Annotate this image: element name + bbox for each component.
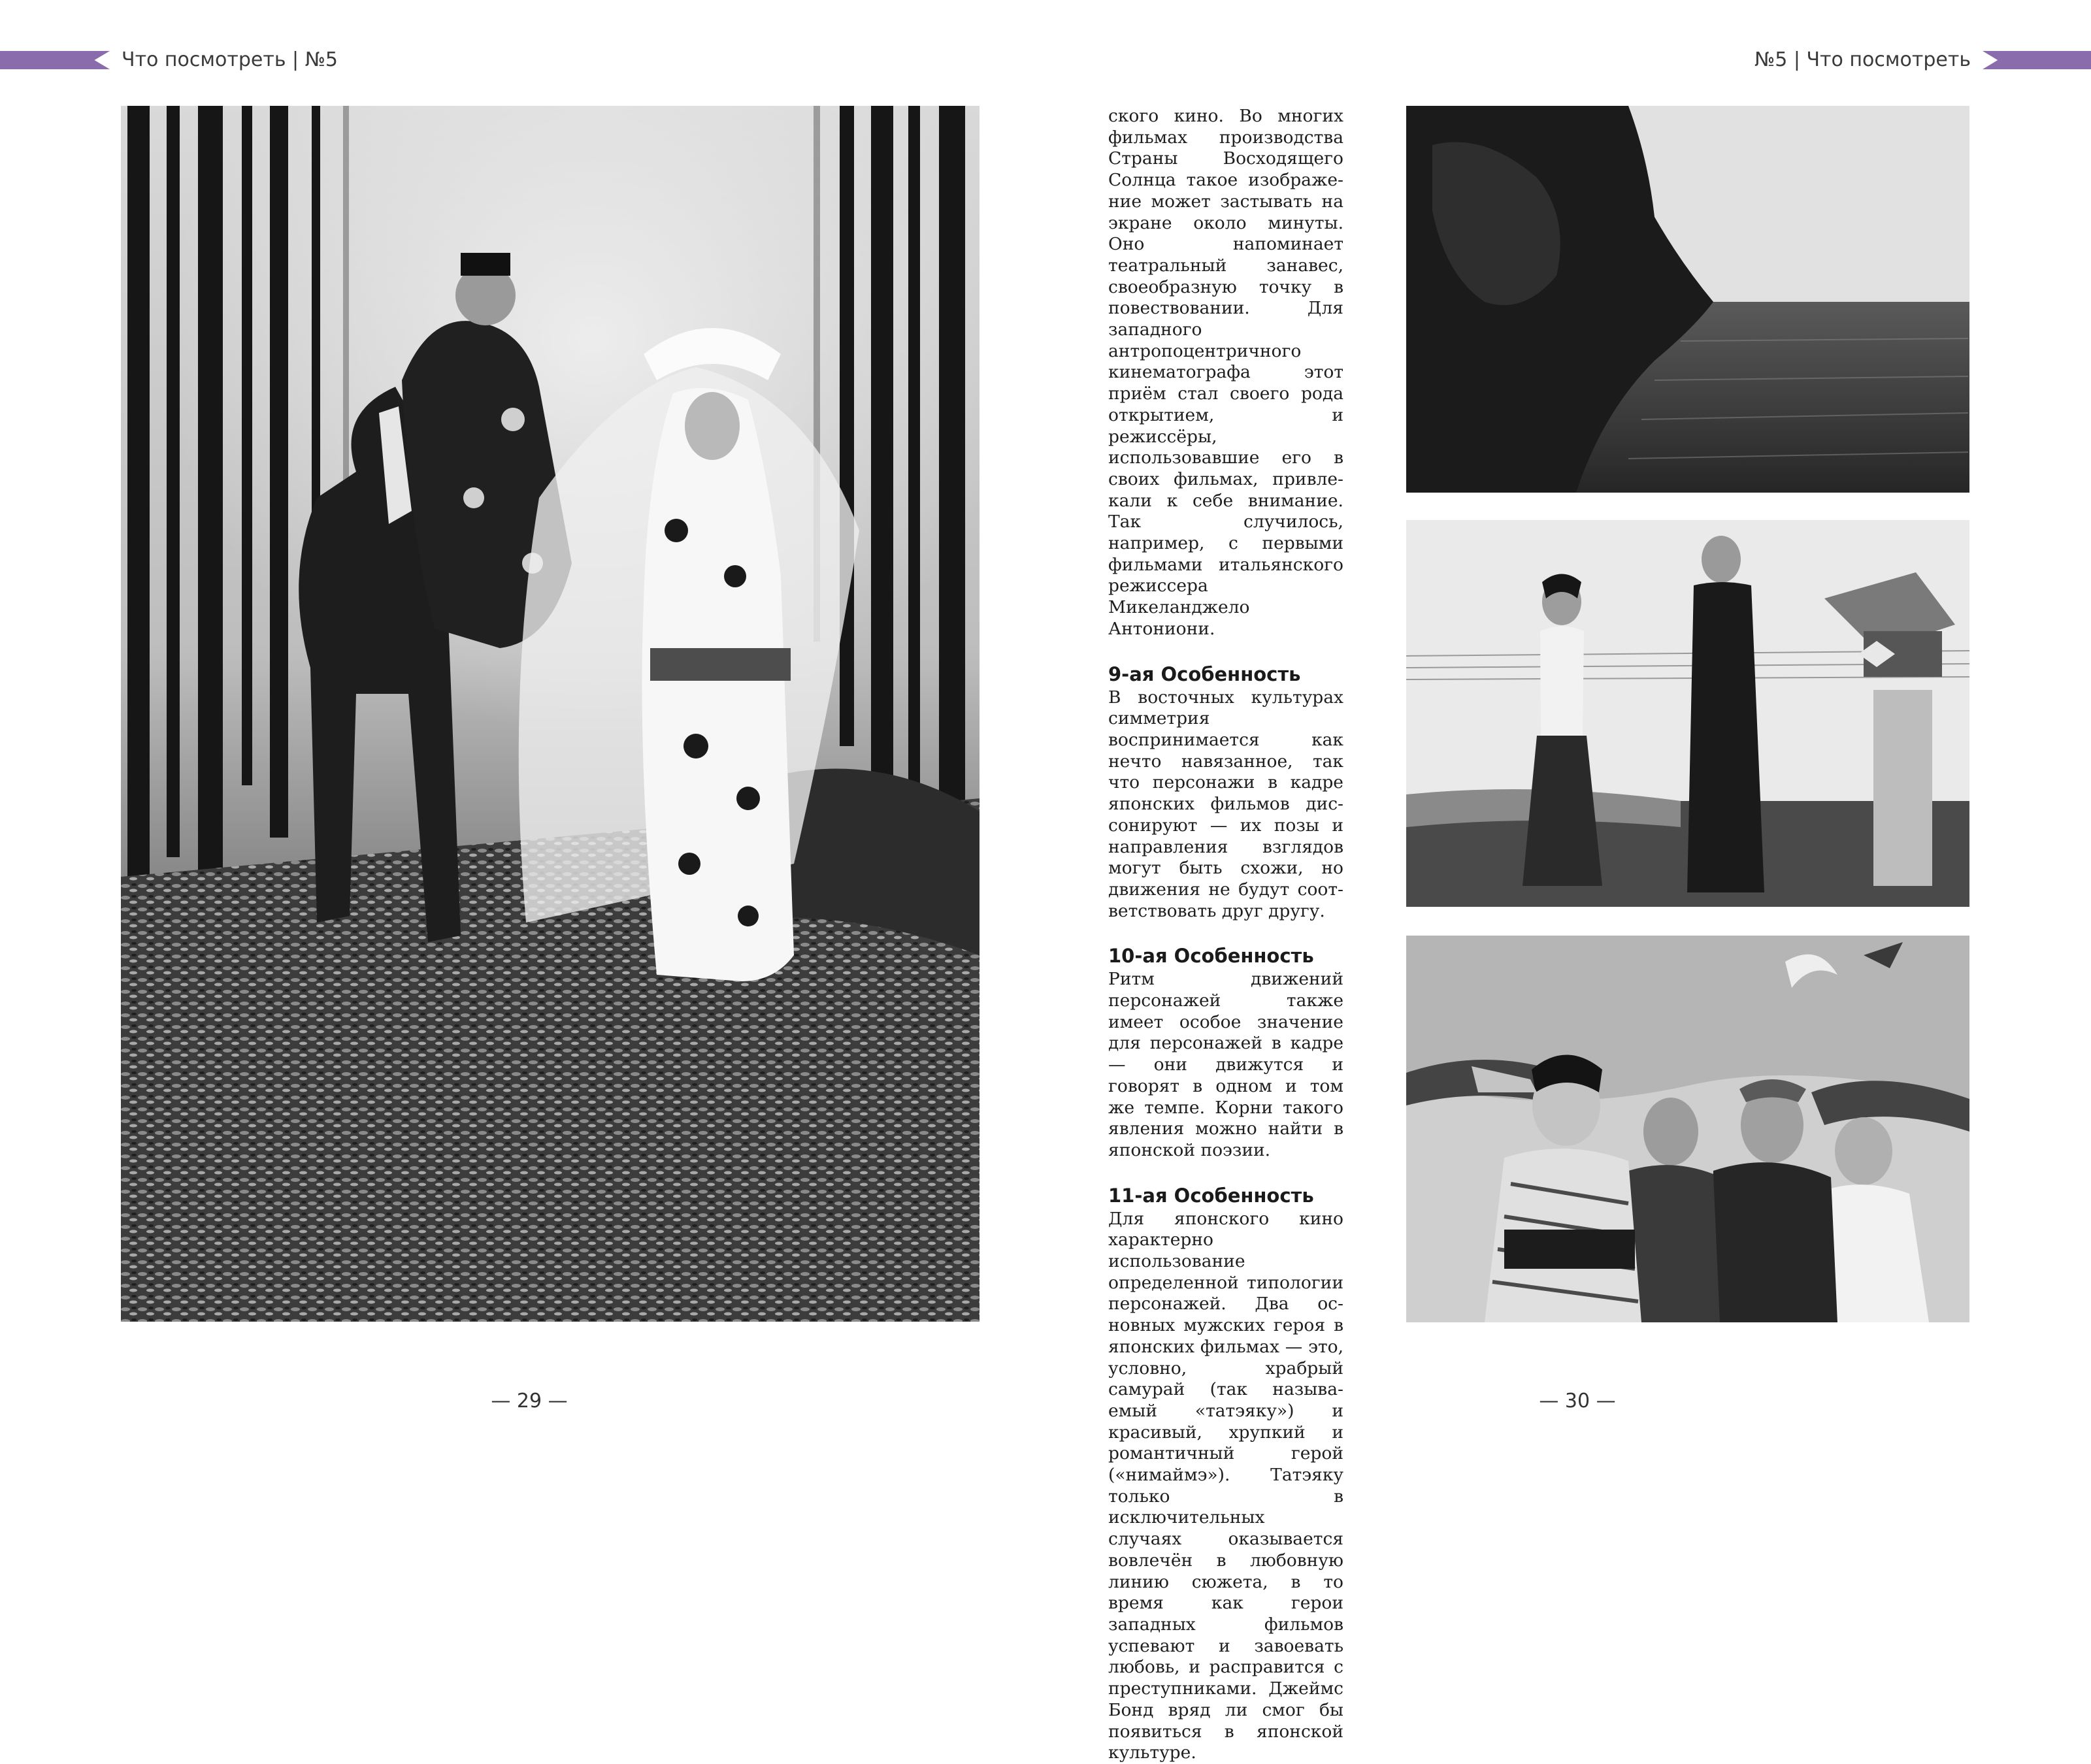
section-body-11: Для японского кино характерно использование определенной типологии персонажей. Два основных мужских героя в японских фильмах — это, условно, храбрый самурай (так называемый «татэяку») и красивый, хрупкий и романтичный герой («нимаймэ»). Татэяку только в исключительных случаях оказывается вовлечён в любовную линию сюжета, в то время как герои западных фильмов успевают и завоевать любовь, и расправится с преступниками. Джеймс Бонд вряд ли смог бы появиться в японской культуре.	[1108, 1208, 1343, 1763]
header-accent-band-left	[0, 51, 110, 69]
article-text-column	[1108, 106, 1343, 1764]
page-number-right: — 30 —	[1539, 1390, 1616, 1413]
header-accent-band-right	[1983, 51, 2091, 69]
film-still-coastline-image	[1406, 106, 1969, 493]
film-still-bamboo-forest-image	[121, 106, 980, 1322]
film-still-coastline	[1406, 106, 1969, 493]
page-number-left: — 29 —	[491, 1390, 568, 1413]
film-still-group-saluting	[1406, 936, 1969, 1322]
film-still-bamboo-forest	[121, 106, 980, 1322]
running-head-left: Что посмотреть | №5	[122, 48, 338, 71]
section-heading-10: 10-ая Особенность	[1108, 945, 1314, 968]
running-head-right: №5 | Что посмотреть	[1754, 48, 1971, 71]
intro-paragraph: ского кино. Во многих фильмах производства Страны Восходящего Солнца такое изображение может застывать на экране около минуты. Оно напоминает театральный занавес, своеобразную точку в повествовании. Для западного антропоцентричного кинематографа этот приём стал своего рода открытием, и режиссёры, использовавшие его в своих фильмах, привлекали к себе внимание. Так случилось, например, с первыми фильмами итальянского режиссера Микеланджело Антониони.	[1108, 106, 1343, 639]
section-body-10: Ритм движений персонажей также имеет особое значение для персонажей в кадре — они движутся и говорят в одном и том же темпе. Корни такого явления можно найти в японской поэзии.	[1108, 969, 1343, 1160]
film-still-couple-at-seaside-image	[1406, 520, 1969, 907]
film-still-group-saluting-image	[1406, 936, 1969, 1322]
film-still-couple-at-seaside	[1406, 520, 1969, 907]
section-heading-9: 9-ая Особенность	[1108, 662, 1301, 685]
section-body-9: В восточных культурах симметрия воспринимается как нечто навязанное, так что персонажи в кадре японских фильмов диссонируют — их позы и направления взглядов могут быть схожи, но движения не будут соответствовать друг другу.	[1108, 687, 1343, 921]
section-heading-11: 11-ая Особенность	[1108, 1184, 1314, 1207]
